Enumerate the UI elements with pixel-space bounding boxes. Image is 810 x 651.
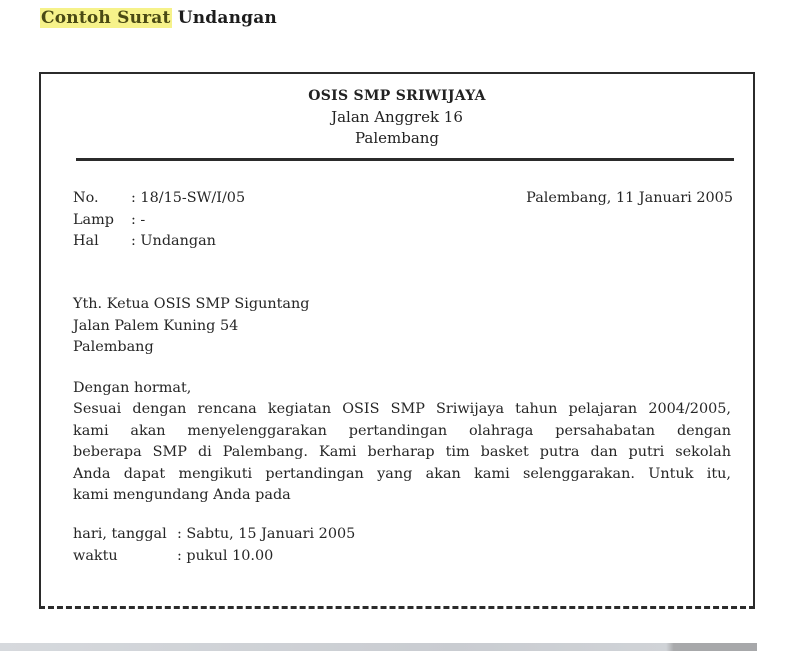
meta-value: : 18/15-SW/I/05 xyxy=(131,190,246,206)
page-bottom-edge xyxy=(0,643,757,651)
page-title xyxy=(40,8,277,28)
recipient-line: Jalan Palem Kuning 54 xyxy=(73,317,239,334)
letterhead-divider xyxy=(76,158,734,161)
body-line: Sesuai dengan rencana kegiatan OSIS SMP Sriwijaya tahun pelajaran 2004/2005, xyxy=(73,401,731,417)
event-value: : Sabtu, 15 Januari 2005 xyxy=(177,526,356,542)
meta-row-number xyxy=(73,188,245,210)
letterhead-organization: OSIS SMP SRIWIJAYA xyxy=(308,88,486,104)
meta-value: : - xyxy=(131,211,146,228)
event-row-date xyxy=(73,524,355,546)
recipient-line: Yth. Ketua OSIS SMP Siguntang xyxy=(73,296,310,312)
event-label: waktu xyxy=(73,547,118,564)
letter-body xyxy=(73,399,731,507)
place-date: Palembang, 11 Januari 2005 xyxy=(526,190,733,206)
page-title-highlighted: Contoh Surat xyxy=(41,8,171,28)
body-line: kami akan menyelenggarakan pertandingan olahraga persahabatan dengan xyxy=(73,422,731,439)
meta-row-subject xyxy=(73,231,245,253)
letterhead-address: Jalan Anggrek 16 xyxy=(331,108,463,126)
page-title-rest: Undangan xyxy=(177,8,277,28)
page-bottom-edge-dark xyxy=(680,643,757,651)
body-line: beberapa SMP di Palembang. Kami berharap tim basket putra dan putri sekolah xyxy=(73,444,731,460)
recipient-line: Palembang xyxy=(73,339,154,355)
meta-label: No. xyxy=(73,190,99,206)
recipient-address xyxy=(73,294,309,359)
meta-row-attachment xyxy=(73,210,245,232)
letterhead xyxy=(41,86,753,149)
body-line: Anda dapat mengikuti pertandingan yang akan kami selenggarakan. Untuk itu, xyxy=(73,465,731,482)
event-label: hari, tanggal xyxy=(73,526,167,542)
event-details xyxy=(73,524,355,567)
letterhead-city: Palembang xyxy=(354,129,440,147)
letter-meta xyxy=(73,188,245,253)
letter-frame xyxy=(39,72,755,609)
meta-value: : Undangan xyxy=(131,233,216,249)
event-row-time xyxy=(73,546,355,568)
greeting: Dengan hormat, xyxy=(73,380,192,396)
meta-label: Hal xyxy=(73,233,99,249)
meta-label: Lamp xyxy=(73,211,114,228)
body-line: kami mengundang Anda pada xyxy=(73,487,291,503)
event-value: : pukul 10.00 xyxy=(177,547,274,564)
